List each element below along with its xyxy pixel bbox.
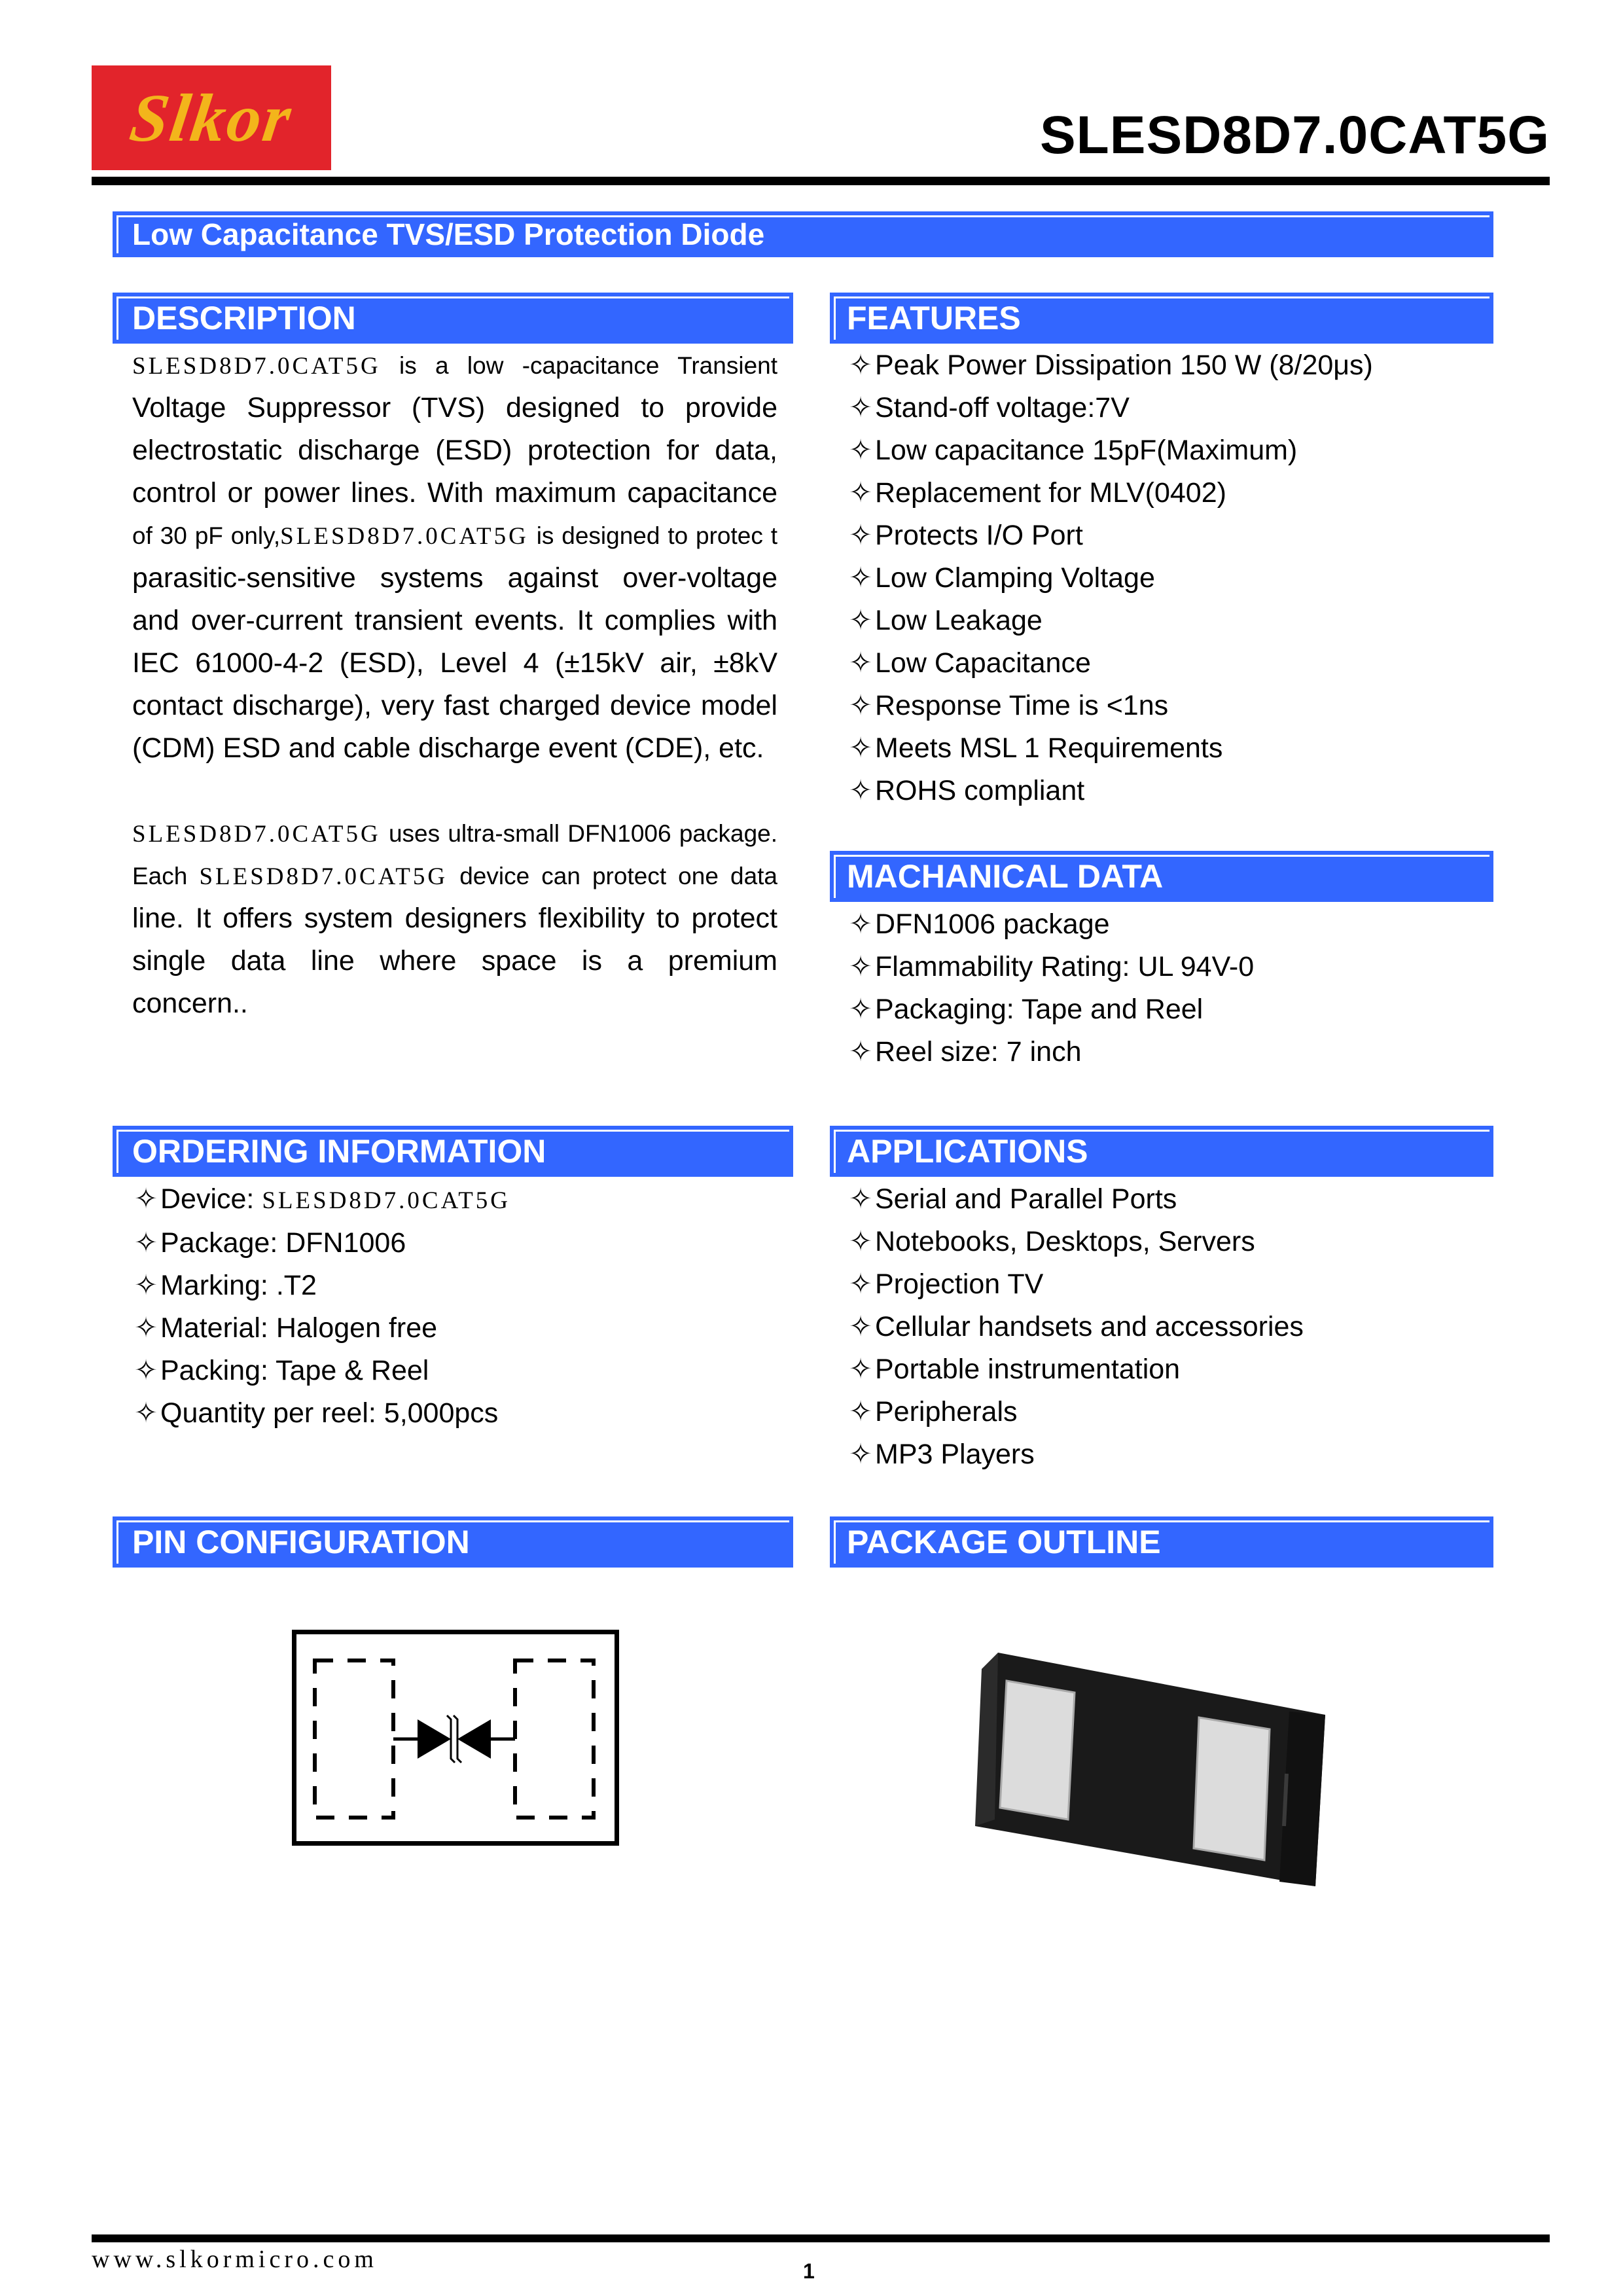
list-item: ✧Quantity per reel: 5,000pcs bbox=[134, 1392, 510, 1435]
star-bullet-icon: ✧ bbox=[134, 1183, 158, 1215]
ordering-information-heading: ORDERING INFORMATION bbox=[113, 1126, 793, 1177]
list-item: ✧Peripherals bbox=[849, 1391, 1304, 1433]
list-item: ✧Cellular handsets and accessories bbox=[849, 1306, 1304, 1348]
star-bullet-icon: ✧ bbox=[849, 392, 873, 423]
list-item: ✧Marking: .T2 bbox=[134, 1265, 510, 1307]
description-heading: DESCRIPTION bbox=[113, 293, 793, 344]
list-item: ✧Packaging: Tape and Reel bbox=[849, 988, 1254, 1031]
star-bullet-icon: ✧ bbox=[849, 951, 873, 982]
bidirectional-tvs-diode-icon bbox=[296, 1634, 615, 1841]
ordering-information-list bbox=[134, 1178, 510, 1435]
star-bullet-icon: ✧ bbox=[849, 1396, 873, 1427]
list-item: ✧Device: SLESD8D7.0CAT5G bbox=[134, 1178, 510, 1222]
star-bullet-icon: ✧ bbox=[849, 775, 873, 806]
star-bullet-icon: ✧ bbox=[849, 1036, 873, 1067]
star-bullet-icon: ✧ bbox=[849, 1268, 873, 1300]
list-item: ✧Packing: Tape & Reel bbox=[134, 1350, 510, 1392]
list-item: ✧Low Leakage bbox=[849, 600, 1373, 642]
star-bullet-icon: ✧ bbox=[849, 350, 873, 381]
list-item: ✧Material: Halogen free bbox=[134, 1307, 510, 1350]
company-logo bbox=[92, 65, 331, 170]
list-item: ✧Low Capacitance bbox=[849, 642, 1373, 685]
star-bullet-icon: ✧ bbox=[134, 1227, 158, 1259]
applications-list bbox=[849, 1178, 1304, 1476]
list-item: ✧Notebooks, Desktops, Servers bbox=[849, 1221, 1304, 1263]
star-bullet-icon: ✧ bbox=[849, 1354, 873, 1385]
star-bullet-icon: ✧ bbox=[849, 520, 873, 551]
mechanical-data-heading: MACHANICAL DATA bbox=[830, 851, 1493, 902]
list-item: ✧Reel size: 7 inch bbox=[849, 1031, 1254, 1073]
list-item: ✧Meets MSL 1 Requirements bbox=[849, 727, 1373, 770]
star-bullet-icon: ✧ bbox=[849, 690, 873, 721]
dfn1006-package-image bbox=[969, 1649, 1335, 1895]
list-item: ✧MP3 Players bbox=[849, 1433, 1304, 1476]
star-bullet-icon: ✧ bbox=[849, 562, 873, 594]
star-bullet-icon: ✧ bbox=[849, 1183, 873, 1215]
package-outline-heading: PACKAGE OUTLINE bbox=[830, 1516, 1493, 1568]
features-heading: FEATURES bbox=[830, 293, 1493, 344]
subtitle-text: Low Capacitance TVS/ESD Protection Diode bbox=[132, 217, 765, 251]
package-photo-icon bbox=[969, 1649, 1335, 1892]
features-list bbox=[849, 344, 1373, 812]
list-item: ✧Low capacitance 15pF(Maximum) bbox=[849, 429, 1373, 472]
subtitle-banner bbox=[113, 211, 1493, 257]
footer-rule bbox=[92, 2234, 1550, 2242]
star-bullet-icon: ✧ bbox=[134, 1270, 158, 1301]
website-link[interactable]: www.slkormicro.com bbox=[92, 2246, 378, 2273]
star-bullet-icon: ✧ bbox=[849, 908, 873, 940]
star-bullet-icon: ✧ bbox=[134, 1355, 158, 1386]
list-item: ✧Package: DFN1006 bbox=[134, 1222, 510, 1265]
header-rule bbox=[92, 177, 1550, 185]
logo-text: Slkor bbox=[125, 80, 298, 156]
list-item: ✧Serial and Parallel Ports bbox=[849, 1178, 1304, 1221]
star-bullet-icon: ✧ bbox=[849, 435, 873, 466]
list-item: ✧Stand-off voltage:7V bbox=[849, 387, 1373, 429]
page-number: 1 bbox=[803, 2259, 815, 2283]
list-item: ✧Replacement for MLV(0402) bbox=[849, 472, 1373, 514]
list-item: ✧Peak Power Dissipation 150 W (8/20μs) bbox=[849, 344, 1373, 387]
description-text: SLESD8D7.0CAT5G is a low -capacitance Transient Voltage Suppressor (TVS) designed to provide electrostatic discharge (ESD) protection for data, control or power lines. With maximum capacitance of 30 pF only,SLESD8D7.0CAT5G is designed to protec t parasitic-sensitive systems against over-voltage and over-current transient events. It complies with IEC 61000-4-2 (ESD), Level 4 (±15kV air, ±8kV contact discharge), very fast charged device model (CDM) ESD and cable discharge event (CDE), etc. SLESD8D7.0CAT5G uses ultra-small DFN1006 package. Each SLESD8D7.0CAT5G device can protect one data line. It offers system designers flexibility to protect single data line where space is a premium concern.. bbox=[132, 352, 778, 1019]
list-item: ✧Protects I/O Port bbox=[849, 514, 1373, 557]
list-item: ✧Projection TV bbox=[849, 1263, 1304, 1306]
pin-configuration-diagram bbox=[292, 1630, 619, 1846]
star-bullet-icon: ✧ bbox=[849, 1439, 873, 1470]
star-bullet-icon: ✧ bbox=[849, 605, 873, 636]
list-item: ✧ROHS compliant bbox=[849, 770, 1373, 812]
part-number-title: SLESD8D7.0CAT5G bbox=[1039, 105, 1550, 165]
star-bullet-icon: ✧ bbox=[849, 1226, 873, 1257]
star-bullet-icon: ✧ bbox=[849, 647, 873, 679]
star-bullet-icon: ✧ bbox=[849, 732, 873, 764]
star-bullet-icon: ✧ bbox=[849, 477, 873, 509]
star-bullet-icon: ✧ bbox=[849, 1311, 873, 1342]
mechanical-data-list bbox=[849, 903, 1254, 1073]
list-item: ✧DFN1006 package bbox=[849, 903, 1254, 946]
star-bullet-icon: ✧ bbox=[134, 1312, 158, 1344]
star-bullet-icon: ✧ bbox=[134, 1397, 158, 1429]
list-item: ✧Low Clamping Voltage bbox=[849, 557, 1373, 600]
list-item: ✧Portable instrumentation bbox=[849, 1348, 1304, 1391]
list-item: ✧Response Time is <1ns bbox=[849, 685, 1373, 727]
list-item: ✧Flammability Rating: UL 94V-0 bbox=[849, 946, 1254, 988]
star-bullet-icon: ✧ bbox=[849, 994, 873, 1025]
pin-configuration-heading: PIN CONFIGURATION bbox=[113, 1516, 793, 1568]
applications-heading: APPLICATIONS bbox=[830, 1126, 1493, 1177]
